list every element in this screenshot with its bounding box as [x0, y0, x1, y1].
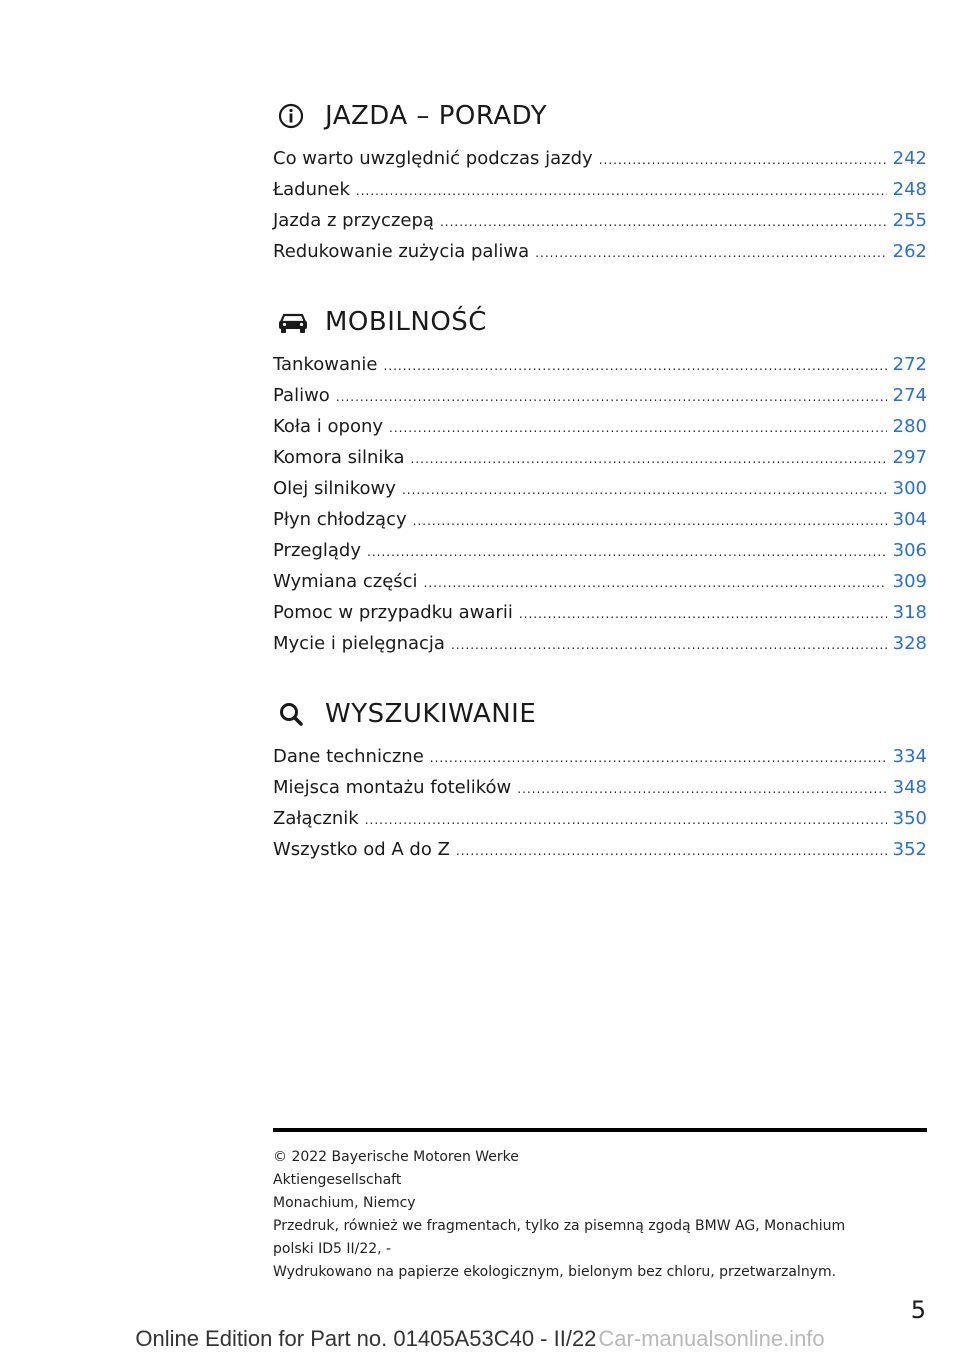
toc-entry-label: Dane techniczne	[273, 746, 424, 767]
toc-page-link[interactable]: 328	[892, 633, 927, 654]
toc-page-link[interactable]: 248	[892, 179, 927, 200]
section-search	[273, 694, 927, 870]
toc-page-link[interactable]: 334	[892, 746, 927, 767]
leader-dots	[599, 153, 887, 167]
toc-entry-label: Olej silnikowy	[273, 478, 396, 499]
leader-dots	[367, 545, 887, 559]
toc-entry-label: Miejsca montażu fotelików	[273, 777, 512, 798]
toc-entry[interactable]	[273, 808, 927, 839]
toc-entry[interactable]	[273, 148, 927, 179]
toc-entry-label: Ładunek	[273, 179, 350, 200]
leader-dots	[451, 638, 887, 652]
leader-dots	[440, 215, 887, 229]
leader-dots	[430, 751, 887, 765]
toc-entry[interactable]	[273, 478, 927, 509]
imprint-line: Wydrukowano na papierze ekologicznym, bielonym bez chloru, przetwarzalnym.	[273, 1264, 837, 1280]
toc-entry-label: Tankowanie	[273, 354, 378, 375]
section-heading	[273, 302, 927, 342]
toc-page-link[interactable]: 297	[892, 447, 927, 468]
toc-entry[interactable]	[273, 746, 927, 777]
divider	[273, 1128, 927, 1132]
section-title: JAZDA – PORADY	[325, 101, 548, 131]
section-mobility	[273, 302, 927, 664]
leader-dots	[413, 514, 887, 528]
section-heading	[273, 96, 927, 136]
leader-dots	[456, 844, 887, 858]
imprint-line: © 2022 Bayerische Motoren Werke	[273, 1149, 519, 1165]
toc-entry[interactable]	[273, 540, 927, 571]
toc-entry-label: Koła i opony	[273, 416, 384, 437]
page-number: 5	[910, 1296, 926, 1324]
toc-entry[interactable]	[273, 509, 927, 540]
footer	[0, 1326, 960, 1352]
toc-page-link[interactable]: 318	[892, 602, 927, 623]
toc-page-link[interactable]: 306	[892, 540, 927, 561]
toc-page-link[interactable]: 350	[892, 808, 927, 829]
toc-page-link[interactable]: 309	[892, 571, 927, 592]
leader-dots	[336, 390, 887, 404]
imprint-line: Monachium, Niemcy	[273, 1195, 416, 1211]
toc-page-link[interactable]: 242	[892, 148, 927, 169]
toc-entry[interactable]	[273, 839, 927, 870]
leader-dots	[535, 246, 886, 260]
leader-dots	[402, 483, 887, 497]
toc-page-link[interactable]: 348	[892, 777, 927, 798]
toc-entry[interactable]	[273, 571, 927, 602]
toc-entry-label: Płyn chłodzący	[273, 509, 407, 530]
imprint-line: Aktiengesellschaft	[273, 1172, 402, 1188]
leader-dots	[517, 782, 886, 796]
toc-entry-label: Wszystko od A do Z	[273, 839, 450, 860]
toc-entry[interactable]	[273, 602, 927, 633]
toc-page-link[interactable]: 272	[892, 354, 927, 375]
table-of-contents	[273, 96, 927, 900]
toc-entry-label: Komora silnika	[273, 447, 405, 468]
toc-page-link[interactable]: 352	[892, 839, 927, 860]
toc-entry-label: Paliwo	[273, 385, 330, 406]
search-icon	[277, 700, 317, 728]
toc-entry-label: Wymiana części	[273, 571, 418, 592]
section-title: MOBILNOŚĆ	[325, 307, 487, 337]
leader-dots	[519, 607, 887, 621]
toc-entry[interactable]	[273, 447, 927, 478]
leader-dots	[411, 452, 887, 466]
leader-dots	[365, 813, 887, 827]
toc-entry-label: Przeglądy	[273, 540, 361, 561]
toc-page-link[interactable]: 262	[892, 241, 927, 262]
section-driving-tips	[273, 96, 927, 272]
toc-entry[interactable]	[273, 385, 927, 416]
edition-text: Online Edition for Part no. 01405A53C40 - II/22	[135, 1326, 597, 1351]
toc-entry[interactable]	[273, 633, 927, 664]
toc-entry-label: Redukowanie zużycia paliwa	[273, 241, 530, 262]
leader-dots	[356, 184, 887, 198]
toc-entry[interactable]	[273, 241, 927, 272]
watermark-text: Car-manualsonline.info	[598, 1326, 825, 1351]
section-heading	[273, 694, 927, 734]
toc-page-link[interactable]: 304	[892, 509, 927, 530]
toc-entry-label: Co warto uwzględnić podczas jazdy	[273, 148, 593, 169]
toc-entry-label: Załącznik	[273, 808, 359, 829]
toc-entry[interactable]	[273, 210, 927, 241]
imprint-line: polski ID5 II/22, -	[273, 1241, 392, 1257]
toc-entry-label: Mycie i pielęgnacja	[273, 633, 445, 654]
imprint-line: Przedruk, również we fragmentach, tylko za pisemną zgodą BMW AG, Monachium	[273, 1218, 846, 1234]
imprint	[273, 1146, 927, 1284]
toc-page-link[interactable]: 300	[892, 478, 927, 499]
leader-dots	[389, 421, 887, 435]
section-title: WYSZUKIWANIE	[325, 699, 537, 729]
toc-entry[interactable]	[273, 777, 927, 808]
toc-entry-label: Jazda z przyczepą	[273, 210, 434, 231]
toc-page-link[interactable]: 255	[892, 210, 927, 231]
info-icon	[277, 102, 317, 130]
toc-entry[interactable]	[273, 416, 927, 447]
toc-entry[interactable]	[273, 354, 927, 385]
toc-page-link[interactable]: 280	[892, 416, 927, 437]
leader-dots	[424, 576, 887, 590]
toc-page-link[interactable]: 274	[892, 385, 927, 406]
toc-entry-label: Pomoc w przypadku awarii	[273, 602, 513, 623]
toc-entry[interactable]	[273, 179, 927, 210]
leader-dots	[383, 359, 886, 373]
car-icon	[277, 309, 317, 335]
